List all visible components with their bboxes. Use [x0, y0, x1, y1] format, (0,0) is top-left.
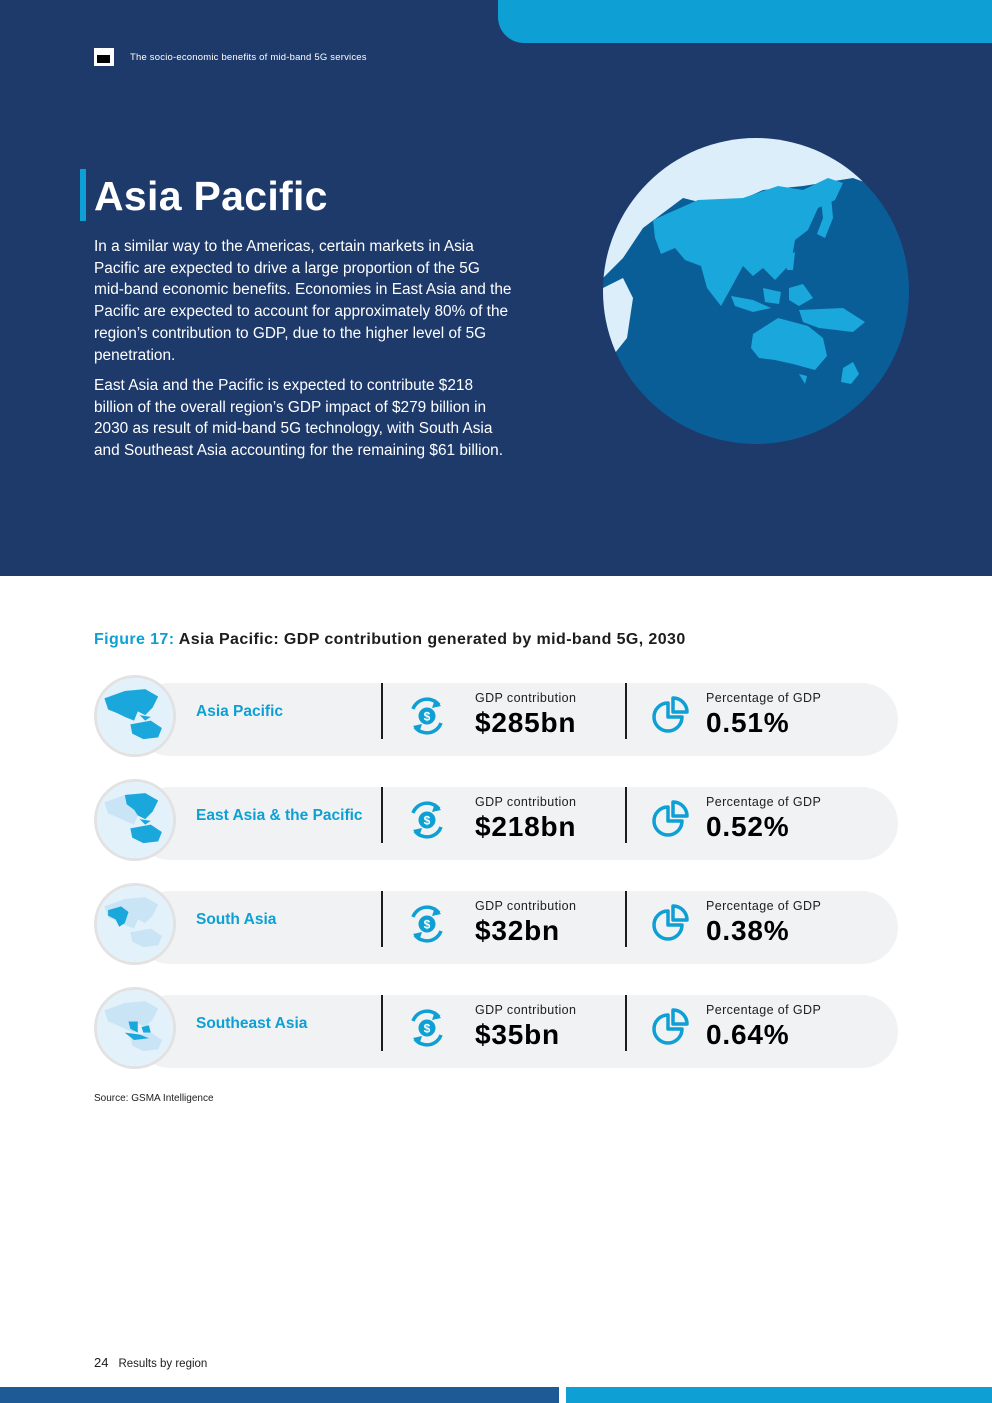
hero-section: [0, 0, 992, 576]
divider: [381, 787, 383, 843]
region-row-asia-pacific: [94, 675, 898, 757]
divider: [625, 787, 627, 843]
page-title: Asia Pacific: [94, 173, 328, 219]
pie-chart-icon: [648, 1005, 694, 1051]
footer-bar-left: [0, 1387, 559, 1403]
region-name: Asia Pacific: [196, 703, 284, 720]
region-map-icon: [94, 779, 176, 861]
region-row-southeast-asia: [94, 987, 898, 1069]
gdp-cycle-dollar-icon: [404, 693, 450, 739]
gdp-value: $32bn: [475, 915, 560, 946]
intro-paragraph-1: In a similar way to the Americas, certain markets in Asia Pacific are expected to drive a large proportion of the 5G mid-band economic benefits. Economies in East Asia and the Pacific are expected to account for approximately 80% of the region’s contribution to GDP, due to the higher level of 5G penetration.: [94, 238, 512, 364]
gdp-cycle-dollar-icon: [404, 901, 450, 947]
gdp-cycle-dollar-icon: [404, 797, 450, 843]
gdp-value: $35bn: [475, 1019, 560, 1050]
page-footer: [94, 1355, 207, 1370]
figure-label: Figure 17:: [94, 631, 175, 648]
title-accent-bar: [80, 169, 86, 221]
top-tab-decoration: [498, 0, 992, 43]
gdp-label: GDP contribution: [475, 691, 577, 705]
pct-label: Percentage of GDP: [706, 691, 822, 705]
gdp-value: $218bn: [475, 811, 577, 842]
asia-pacific-globe-icon: [603, 138, 909, 444]
region-map-icon: [94, 675, 176, 757]
pct-value: 0.38%: [706, 915, 790, 946]
region-name: East Asia & the Pacific: [196, 807, 363, 824]
pie-chart-icon: [648, 901, 694, 947]
figure-source: Source: GSMA Intelligence: [94, 1093, 214, 1104]
figure-title: [94, 631, 686, 649]
pct-label: Percentage of GDP: [706, 1003, 822, 1017]
gsma-logo-icon: [94, 48, 114, 66]
svg-text:$: $: [423, 813, 431, 828]
region-map-icon: [94, 883, 176, 965]
gdp-value: $285bn: [475, 707, 577, 738]
pct-value: 0.52%: [706, 811, 790, 842]
gdp-label: GDP contribution: [475, 1003, 577, 1017]
pct-value: 0.64%: [706, 1019, 790, 1050]
region-row-east-asia-pacific: [94, 779, 898, 861]
intro-paragraph-2: East Asia and the Pacific is expected to contribute $218 billion of the overall region’s GDP impact of $279 billion in 2030 as result of mid-band 5G technology, with South Asia and Southeast Asia accounting for the remaining $61 billion.: [94, 377, 503, 460]
running-header-text: The socio-economic benefits of mid-band 5G services: [130, 51, 367, 63]
page-number: 24: [94, 1355, 109, 1370]
svg-text:$: $: [423, 1021, 431, 1036]
divider: [625, 891, 627, 947]
divider: [625, 683, 627, 739]
region-map-icon: [94, 987, 176, 1069]
gdp-label: GDP contribution: [475, 899, 577, 913]
region-name: Southeast Asia: [196, 1015, 308, 1032]
pie-chart-icon: [648, 693, 694, 739]
divider: [625, 995, 627, 1051]
pct-label: Percentage of GDP: [706, 899, 822, 913]
figure-title-text: Asia Pacific: GDP contribution generated by mid-band 5G, 2030: [178, 631, 686, 648]
divider: [381, 683, 383, 739]
pct-value: 0.51%: [706, 707, 790, 738]
running-header: [94, 48, 367, 66]
footer-section: Results by region: [118, 1358, 208, 1370]
gdp-label: GDP contribution: [475, 795, 577, 809]
pie-chart-icon: [648, 797, 694, 843]
pct-label: Percentage of GDP: [706, 795, 822, 809]
divider: [381, 891, 383, 947]
region-row-south-asia: [94, 883, 898, 965]
divider: [381, 995, 383, 1051]
gdp-cycle-dollar-icon: [404, 1005, 450, 1051]
region-name: South Asia: [196, 911, 277, 928]
svg-text:$: $: [423, 917, 431, 932]
footer-bar-right: [566, 1387, 992, 1403]
svg-text:$: $: [423, 709, 431, 724]
